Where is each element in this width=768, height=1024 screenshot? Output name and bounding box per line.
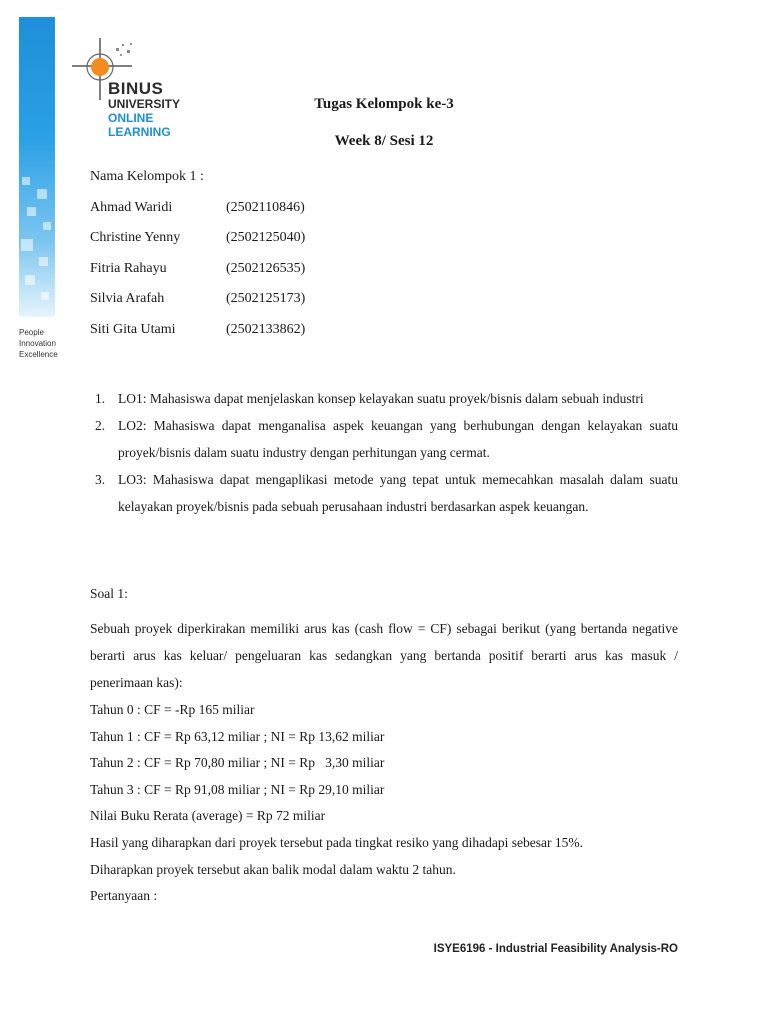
problem-line: Tahun 2 : CF = Rp 70,80 miliar ; NI = Rp 3,30 miliar bbox=[90, 755, 385, 771]
member-name: Fitria Rahayu bbox=[90, 261, 167, 276]
list-item bbox=[90, 466, 678, 520]
tagline-line: Excellence bbox=[19, 350, 58, 359]
document-title: Tugas Kelompok ke-3 bbox=[314, 96, 454, 112]
list-item bbox=[90, 412, 678, 466]
logo-online: ONLINE bbox=[108, 111, 154, 125]
member-id: (2502125173) bbox=[226, 291, 306, 306]
list-text: LO3: Mahasiswa dapat mengaplikasi metode yang tepat untuk memecahkan masalah dalam suatu kelayakan proyek/bisnis pada sebuah perusahaan industri berdasarkan aspek keuangan. bbox=[118, 472, 678, 514]
problem-heading: Soal 1: bbox=[90, 586, 128, 601]
group-label: Nama Kelompok 1 : bbox=[90, 169, 204, 184]
problem-line: Tahun 1 : CF = Rp 63,12 miliar ; NI = Rp 13,62 miliar bbox=[90, 728, 385, 744]
logo-learning: LEARNING bbox=[108, 125, 171, 139]
list-number: 3. bbox=[95, 472, 106, 487]
list-text: LO1: Mahasiswa dapat menjelaskan konsep kelayakan suatu proyek/bisnis dalam sebuah industri bbox=[118, 391, 644, 406]
logo-binus: BINUS bbox=[108, 79, 164, 98]
problem-line: Hasil yang diharapkan dari proyek tersebut pada tingkat resiko yang dihadapi sebesar 15%. bbox=[90, 834, 583, 850]
problem-line: Tahun 0 : CF = -Rp 165 miliar bbox=[90, 702, 255, 717]
list-number: 1. bbox=[95, 391, 106, 406]
tagline-line: People bbox=[19, 328, 44, 337]
problem-intro: Sebuah proyek diperkirakan memiliki arus kas (cash flow = CF) sebagai berikut (yang bertanda negative berarti arus kas keluar/ pengeluaran kas sedangkan yang bertanda positif berarti arus kas masuk / penerimaan kas): bbox=[90, 621, 678, 690]
problem-line: Tahun 3 : CF = Rp 91,08 miliar ; NI = Rp 29,10 miliar bbox=[90, 781, 385, 797]
sidebar-pixel bbox=[27, 207, 36, 216]
member-id: (2502110846) bbox=[226, 200, 305, 215]
member-name: Silvia Arafah bbox=[90, 291, 165, 306]
logo-university: UNIVERSITY bbox=[108, 97, 181, 111]
member-id: (2502133862) bbox=[226, 322, 306, 337]
sidebar-pixel bbox=[25, 275, 35, 285]
member-name: Siti Gita Utami bbox=[90, 322, 176, 337]
list-text: LO2: Mahasiswa dapat menganalisa aspek keuangan yang berhubungan dengan kelayakan suatu proyek/bisnis dalam suatu industry dengan perhitungan yang cermat. bbox=[118, 418, 678, 460]
list-item bbox=[90, 385, 678, 412]
sidebar-pixel bbox=[39, 257, 48, 266]
learning-outcomes-list bbox=[90, 385, 678, 520]
sidebar-pixel bbox=[43, 222, 51, 230]
document-subtitle: Week 8/ Sesi 12 bbox=[334, 133, 434, 149]
sidebar-pixel bbox=[22, 177, 30, 185]
tagline-line: Innovation bbox=[19, 339, 56, 348]
problem-line: Diharapkan proyek tersebut akan balik modal dalam waktu 2 tahun. bbox=[90, 861, 456, 877]
member-name: Christine Yenny bbox=[90, 230, 181, 245]
member-name: Ahmad Waridi bbox=[90, 200, 173, 215]
problem-details bbox=[90, 697, 678, 910]
brand-tagline bbox=[19, 327, 79, 360]
problem-line: Nilai Buku Rerata (average) = Rp 72 miliar bbox=[90, 808, 326, 824]
sidebar-pixel bbox=[37, 189, 47, 199]
list-number: 2. bbox=[95, 418, 106, 433]
sidebar-gradient bbox=[19, 17, 55, 317]
brand-sidebar-bar bbox=[19, 17, 55, 317]
problem-line: Pertanyaan : bbox=[90, 888, 158, 904]
sidebar-pixel bbox=[21, 239, 33, 251]
sidebar-pixel bbox=[41, 292, 49, 300]
member-id: (2502125040) bbox=[226, 230, 306, 245]
member-id: (2502126535) bbox=[226, 261, 306, 276]
page-footer: ISYE6196 - Industrial Feasibility Analysis-RO bbox=[433, 943, 678, 955]
